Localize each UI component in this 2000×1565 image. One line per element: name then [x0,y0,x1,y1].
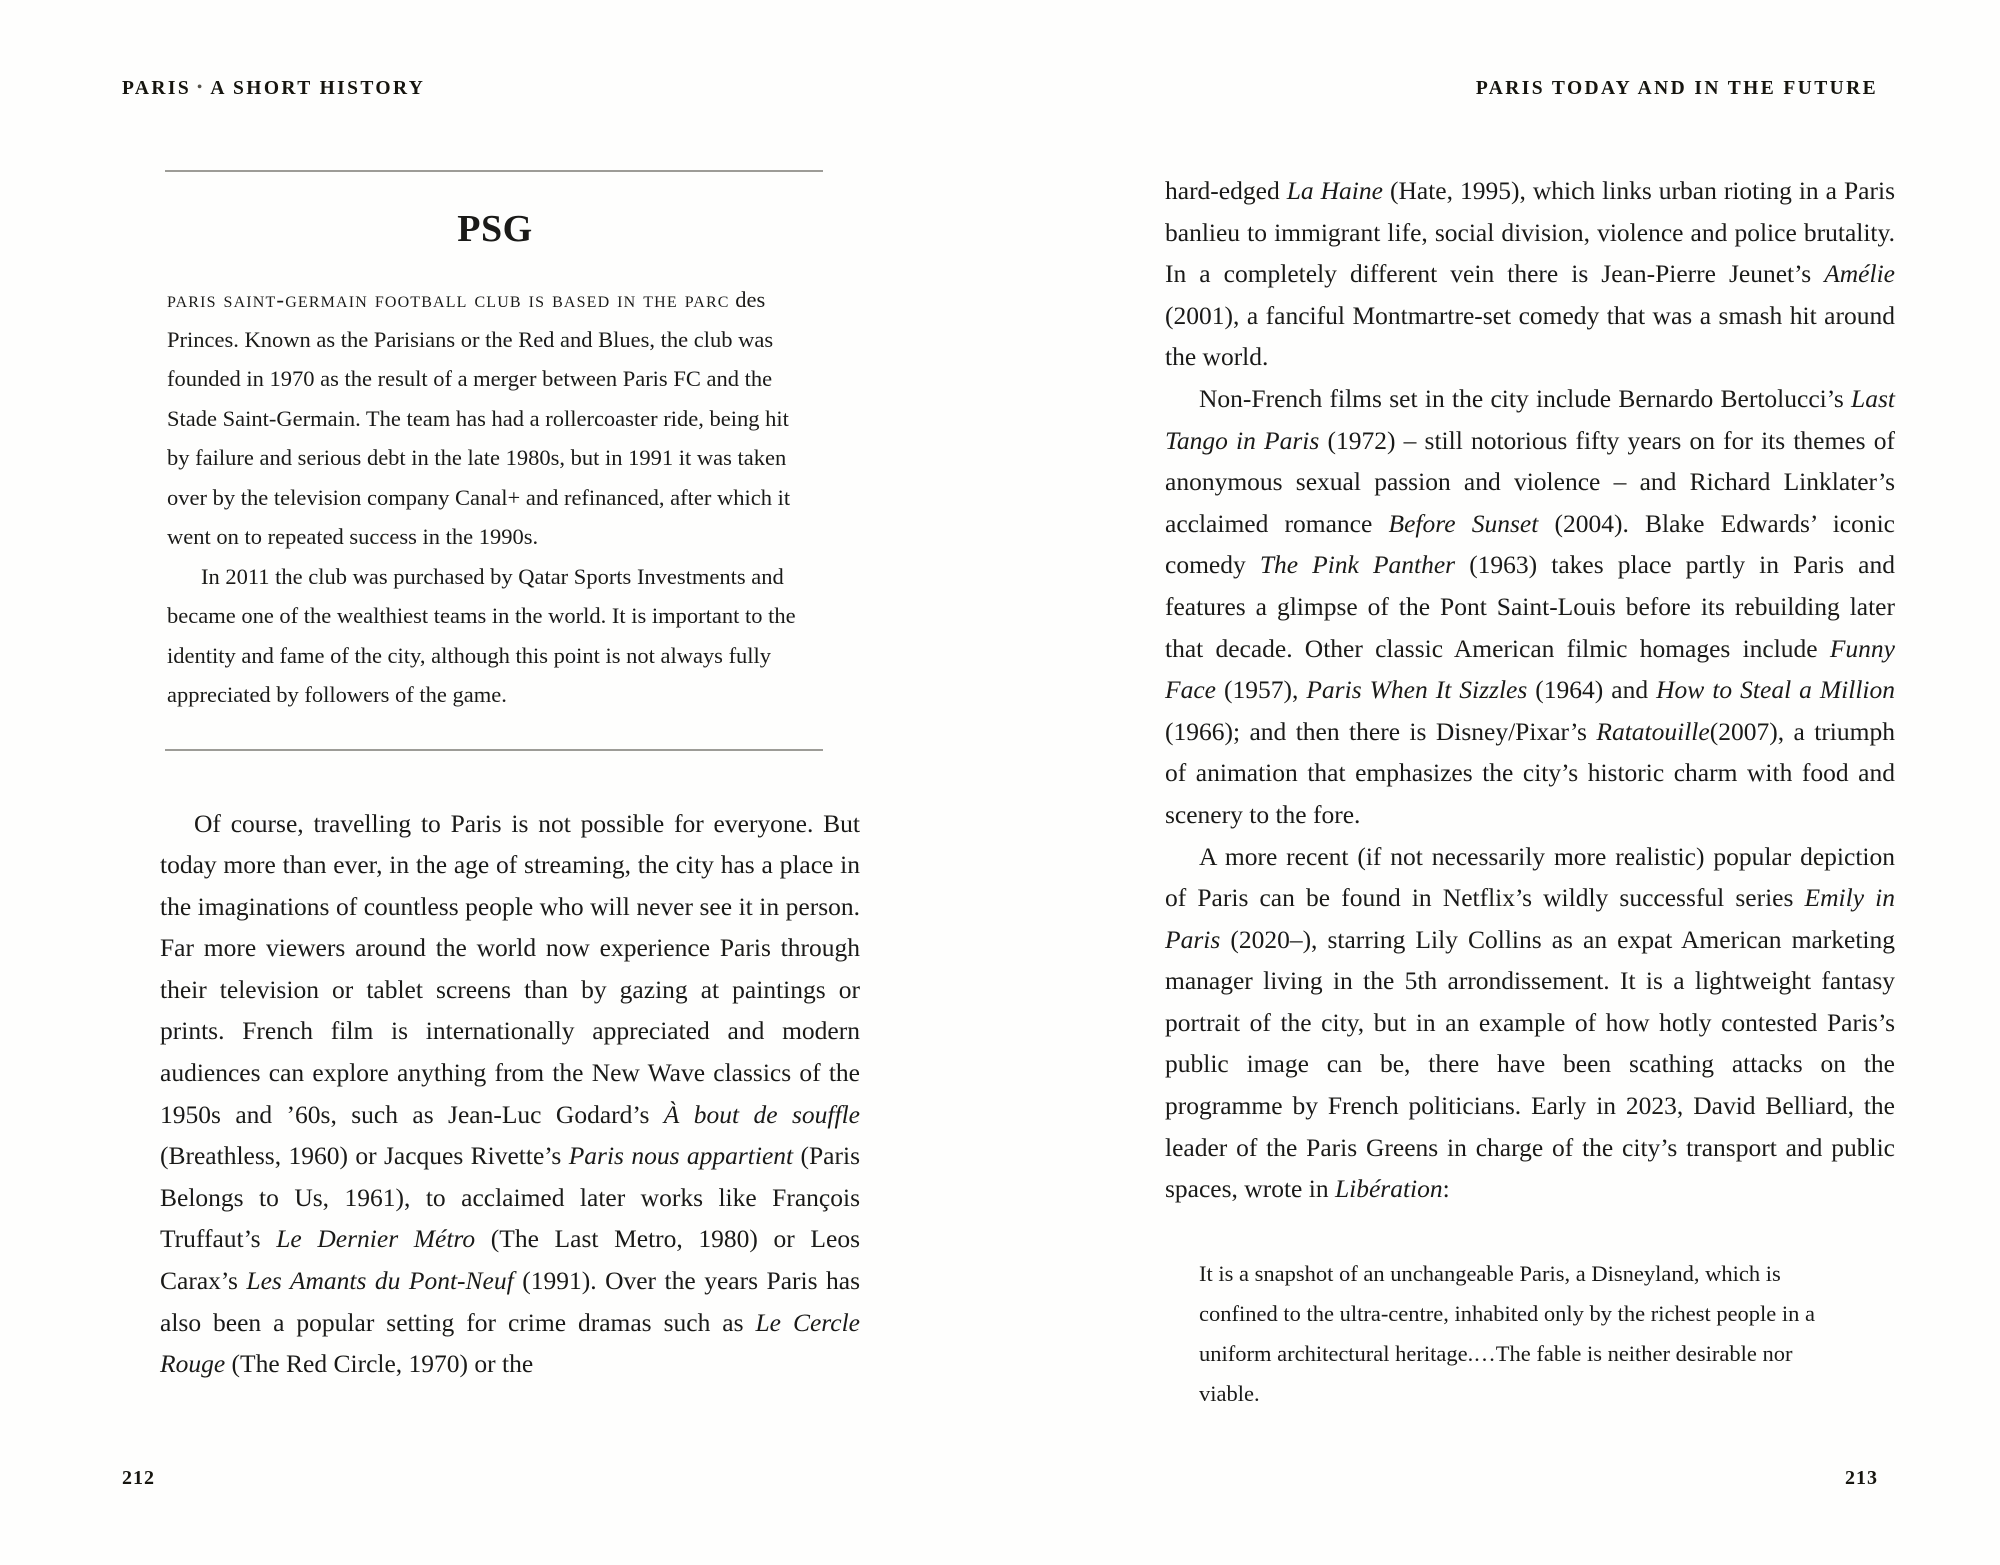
title-italic: Emily in Paris [1165,883,1895,954]
title-italic: Les Amants du Pont-Neuf [246,1266,514,1296]
title-italic: Paris When It Sizzles [1306,675,1528,705]
right-column-blockquote [1199,1254,1839,1414]
title-italic: Funny Face [1165,633,1895,705]
page-column-left [160,170,860,1385]
running-head-right: PARIS TODAY AND IN THE FUTURE [1475,78,1878,99]
title-italic: Paris nous appartient [568,1141,794,1171]
text-run: Of course, travelling to Paris is not possible for everyone. But today more than ever, in the age of streaming, the city has a place in the imaginations of countless people who will never see it in person. Far more viewers around the world now experience Paris through their television or tablet screens than by gazing at paintings or prints. French film is internationally appreciated and modern audiences can explore anything from the New Wave classics of the 1950s and ’60s, such as Jean-Luc Godard’s [160,808,860,1129]
feature-box-paragraph-2: In 2011 the club was purchased by Qatar Sports Investments and became one of the wealthiest teams in the world. It is important to the identity and fame of the city, although this point is not always fully appreciated by followers of the game. [167,563,796,707]
right-column-paragraph-2 [1165,378,1895,836]
text-run: (2020–), starring Lily Collins as an expat American marketing manager living in the 5th arrondissement. It is a lightweight fantasy portrait of the city, but in an example of how hotly contested Paris’s public image can be, there have been scathing attacks on the programme by French politicians. Early in 2023, David Belliard, the leader of the Paris Greens in charge of the city’s transport and public spaces, wrote in [1165,924,1895,1204]
text-run: (1972) – still notorious fifty years on for its themes of anonymous sexual passion and violence – and Richard Linklater’s acclaimed romance [1165,425,1895,538]
feature-box-body [165,280,825,715]
running-head-left-book-title: PARIS [122,78,192,99]
text-run: (2007), a triumph of animation that emphasizes the city’s historic charm with food and scenery to the fore. [1165,716,1895,829]
text-run: (2001), a fanciful Montmartre-set comedy that was a smash hit around the world. [1165,300,1895,372]
title-italic: Le Dernier Métro [276,1224,476,1254]
title-italic: Le Cercle Rouge [160,1307,860,1379]
title-italic: Libération [1334,1174,1443,1204]
running-head-left-subtitle: A SHORT HISTORY [210,78,426,99]
running-head-separator-dot: • [197,80,205,95]
title-italic: À bout de souffle [663,1099,860,1129]
feature-box-paragraph-1-rest: des Princes. Known as the Parisians or the Red and Blues, the club was founded in 1970 as the result of a merger between Paris FC and the Stade Saint-Germain. The team has had a rollercoaster ride, being hit by failure and serious debt in the late 1980s, but in 1991 it was taken over by the television company Canal+ and refinanced, after which it went on to repeated success in the 1990s. [167,287,791,549]
feature-box-lead-smallcaps: paris saint-germain football club is based in the parc [167,287,730,312]
feature-box-top-rule [165,170,823,172]
title-italic: Ratatouille [1596,716,1710,746]
left-column-paragraph-1 [160,803,860,1385]
running-head-left [122,78,425,100]
feature-box-paragraph-1 [167,280,813,557]
title-italic: How to Steal a Million [1656,675,1896,705]
title-italic: Last Tango in Paris [1165,383,1895,455]
text-run: (1966); and then there is Disney/Pixar’s [1165,716,1597,746]
title-italic: Amélie [1824,259,1895,289]
page-column-right [1165,170,1895,1414]
text-run: Non-French films set in the city include Bernardo Bertolucci’s [1199,383,1852,413]
text-run: (1964) and [1527,675,1657,705]
feature-box-bottom-rule [165,749,823,751]
text-run: (Paris Belongs to Us, 1961), to acclaimed later works like François Truffaut’s [160,1141,860,1254]
blockquote-text: It is a snapshot of an unchangeable Paris, a Disneyland, which is confined to the ultra-centre, inhabited only by the richest people in a uniform architectural heritage.…The fable is neither desirable nor viable. [1199,1260,1816,1406]
text-run: (1963) takes place partly in Paris and features a glimpse of the Pont Saint-Louis before its rebuilding later that decade. Other classic American filmic homages include [1165,550,1895,663]
title-italic: La Haine [1286,176,1383,205]
feature-box-title: PSG [457,208,533,250]
text-run: (Breathless, 1960) or Jacques Rivette’s [160,1141,569,1171]
left-column-body [160,803,860,1385]
text-run: : [1442,1174,1450,1204]
feature-box-psg [165,170,825,751]
title-italic: Before Sunset [1388,508,1539,538]
text-run: (2004). Blake Edwards’ iconic comedy [1165,508,1895,580]
right-column-paragraph-1 [1165,170,1895,378]
text-run: (The Red Circle, 1970) or the [225,1349,534,1379]
right-column-paragraph-3 [1165,836,1895,1210]
folio-right: 213 [1845,1467,1878,1489]
text-run: (Hate, 1995), which links urban rioting in a Paris banlieu to immigrant life, social division, violence and police brutality. In a completely different vein there is Jean-Pierre Jeunet’s [1165,176,1895,289]
text-run: (The Last Metro, 1980) or Leos Carax’s [160,1224,860,1296]
right-column-body [1165,170,1895,1210]
text-run: hard-edged [1165,176,1287,205]
title-italic: The Pink Panther [1259,550,1456,580]
text-run: (1957), [1215,675,1307,705]
text-run: (1991). Over the years Paris has also been a popular setting for crime dramas such as [160,1266,861,1337]
folio-left: 212 [122,1467,155,1489]
text-run: A more recent (if not necessarily more realistic) popular depiction of Paris can be found in Netflix’s wildly successful series [1165,841,1895,913]
